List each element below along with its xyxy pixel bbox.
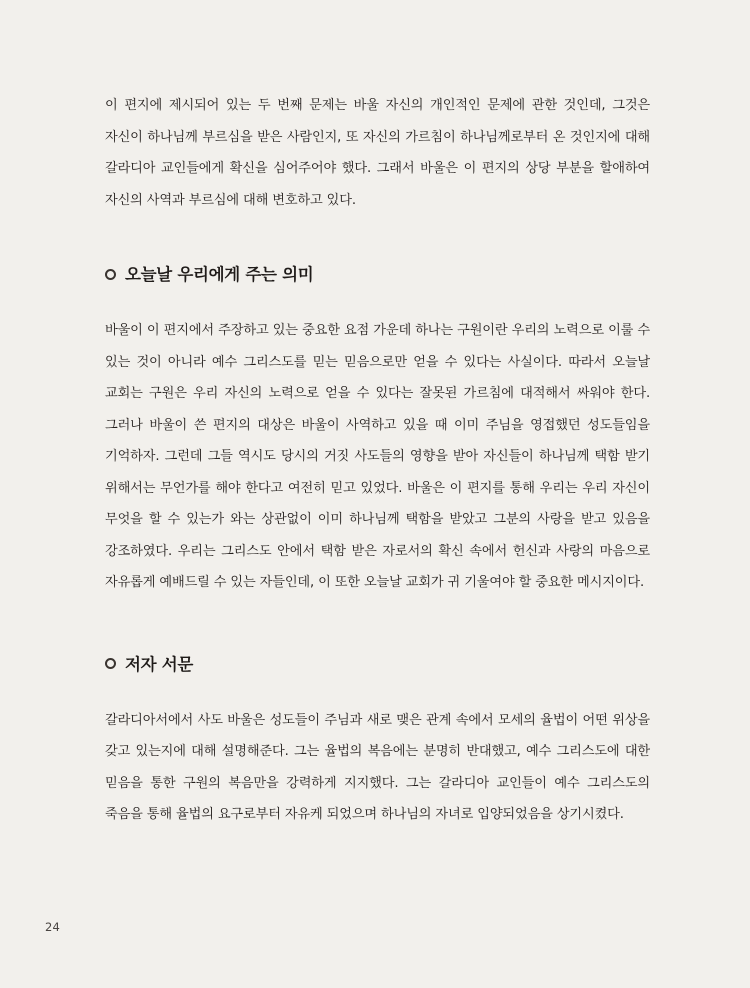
circle-bullet-icon [105, 658, 116, 669]
spacer [105, 216, 650, 261]
spacer [105, 285, 650, 315]
circle-bullet-icon [105, 269, 116, 280]
intro-paragraph: 이 편지에 제시되어 있는 두 번째 문제는 바울 자신의 개인적인 문제에 관한 것인데, 그것은 자신이 하나님께 부르심을 받은 사람인지, 또 자신의 가르침이 하나님께로부터 온 것인지에 대해 갈라디아 교인들에게 확신을 심어주어야 했다. 그래서 바울은 이 편지의 상당 부분을 할애하여 자신의 사역과 부르심에 대해 변호하고 있다. [105, 98, 650, 208]
section-1-paragraph: 바울이 이 편지에서 주장하고 있는 중요한 요점 가운데 하나는 구원이란 우리의 노력으로 이룰 수 있는 것이 아니라 예수 그리스도를 믿는 믿음으로만 얻을 수 있다는 사실이다. 따라서 오늘날 교회는 구원은 우리 자신의 노력으로 얻을 수 있다는 잘못된 가르침에 대적해서 싸워야 한다. 그러나 바울이 쓴 편지의 대상은 바울이 사역하고 있을 때 이미 주님을 영접했던 성도들임을 기억하자. 그런데 그들 역시도 당시의 거짓 사도들의 영향을 받아 자신들이 하나님께 택함 받기 위해서는 무언가를 해야 한다고 여전히 믿고 있었다. 바울은 이 편지를 통해 우리는 우리 자신이 무엇을 할 수 있는가 와는 상관없이 이미 하나님께 택함을 받았고 그분의 사랑을 받고 있음을 강조하였다. 우리는 그리스도 안에서 택함 받은 자로서의 확신 속에서 헌신과 사랑의 마음으로 자유롭게 예배드릴 수 있는 자들인데, 이 또한 오늘날 교회가 귀 기울여야 할 중요한 메시지이다. [105, 323, 650, 590]
section-heading-label: 저자 서문 [125, 654, 194, 674]
spacer [105, 599, 650, 651]
section-heading-author-preface [105, 651, 650, 675]
page-content [105, 90, 650, 831]
page-number: 24 [45, 920, 61, 934]
spacer [105, 675, 650, 705]
section-heading-label: 오늘날 우리에게 주는 의미 [125, 265, 314, 284]
section-2-paragraph: 갈라디아서에서 사도 바울은 성도들이 주님과 새로 맺은 관계 속에서 모세의 율법이 어떤 위상을 갖고 있는지에 대해 설명해준다. 그는 율법의 복음에는 분명히 반대했고, 예수 그리스도에 대한 믿음을 통한 구원의 복음만을 강력하게 지지했다. 그는 갈라디아 교인들이 예수 그리스도의 죽음을 통해 율법의 요구로부터 자유케 되었으며 하나님의 자녀로 입양되었음을 상기시켰다. [105, 712, 650, 822]
section-heading-meaning-today [105, 261, 650, 285]
